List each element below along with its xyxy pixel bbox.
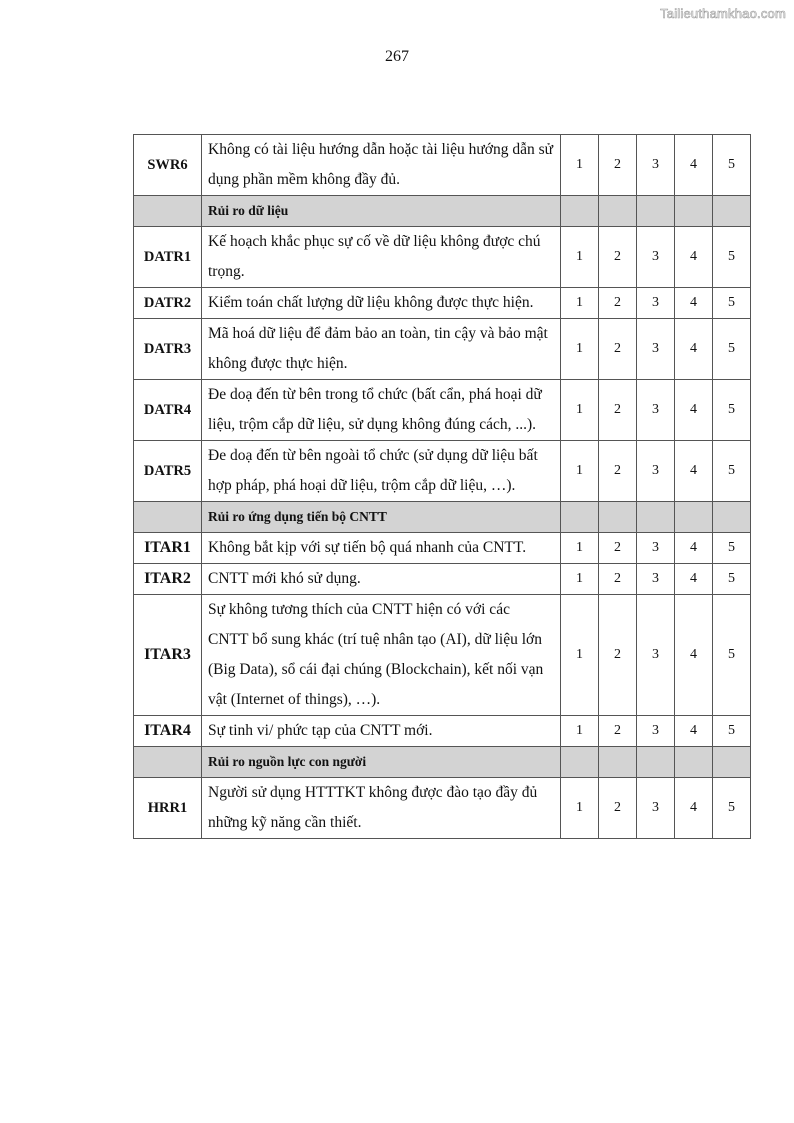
likert-score-4: 4 (675, 319, 713, 380)
table-row (134, 716, 751, 747)
likert-score-2: 2 (599, 716, 637, 747)
item-code: ITAR1 (134, 533, 202, 564)
group-title: Rủi ro dữ liệu (202, 196, 561, 227)
likert-score-4: 4 (675, 778, 713, 839)
group-score-cell (637, 502, 675, 533)
likert-score-1: 1 (561, 227, 599, 288)
likert-score-3: 3 (637, 564, 675, 595)
page-number: 267 (385, 48, 409, 65)
table-row (134, 533, 751, 564)
item-description: Không bắt kịp với sự tiến bộ quá nhanh của CNTT. (202, 533, 561, 564)
group-score-cell (599, 196, 637, 227)
likert-score-5: 5 (713, 778, 751, 839)
item-code: SWR6 (134, 135, 202, 196)
item-code: DATR5 (134, 441, 202, 502)
group-score-cell (637, 747, 675, 778)
likert-score-3: 3 (637, 135, 675, 196)
likert-score-2: 2 (599, 564, 637, 595)
item-description: Đe doạ đến từ bên trong tổ chức (bất cẩn, phá hoại dữ liệu, trộm cắp dữ liệu, sử dụng không đúng cách, ...). (202, 380, 561, 441)
group-score-cell (675, 747, 713, 778)
likert-score-5: 5 (713, 288, 751, 319)
likert-score-2: 2 (599, 135, 637, 196)
item-code: DATR3 (134, 319, 202, 380)
likert-score-1: 1 (561, 595, 599, 716)
likert-score-4: 4 (675, 441, 713, 502)
likert-score-1: 1 (561, 564, 599, 595)
table-row (134, 380, 751, 441)
likert-score-3: 3 (637, 380, 675, 441)
table-row (134, 288, 751, 319)
likert-score-2: 2 (599, 319, 637, 380)
item-description: Người sử dụng HTTTKT không được đào tạo đầy đủ những kỹ năng cần thiết. (202, 778, 561, 839)
group-score-cell (561, 502, 599, 533)
likert-score-2: 2 (599, 533, 637, 564)
group-code-cell (134, 747, 202, 778)
item-description: CNTT mới khó sử dụng. (202, 564, 561, 595)
likert-score-3: 3 (637, 595, 675, 716)
item-code: ITAR4 (134, 716, 202, 747)
likert-score-4: 4 (675, 716, 713, 747)
group-code-cell (134, 196, 202, 227)
group-title: Rủi ro ứng dụng tiến bộ CNTT (202, 502, 561, 533)
likert-score-5: 5 (713, 716, 751, 747)
likert-score-3: 3 (637, 778, 675, 839)
likert-score-3: 3 (637, 441, 675, 502)
group-score-cell (713, 502, 751, 533)
likert-score-4: 4 (675, 380, 713, 441)
item-description: Đe doạ đến từ bên ngoài tổ chức (sử dụng dữ liệu bất hợp pháp, phá hoại dữ liệu, trộm cắp dữ liệu, …). (202, 441, 561, 502)
item-code: HRR1 (134, 778, 202, 839)
likert-score-5: 5 (713, 533, 751, 564)
likert-score-1: 1 (561, 135, 599, 196)
likert-score-1: 1 (561, 441, 599, 502)
item-code: DATR2 (134, 288, 202, 319)
likert-score-3: 3 (637, 288, 675, 319)
likert-score-1: 1 (561, 716, 599, 747)
table-row (134, 135, 751, 196)
likert-score-1: 1 (561, 319, 599, 380)
group-title: Rủi ro nguồn lực con người (202, 747, 561, 778)
group-score-cell (675, 502, 713, 533)
likert-score-5: 5 (713, 595, 751, 716)
likert-score-4: 4 (675, 135, 713, 196)
group-score-cell (713, 196, 751, 227)
likert-score-1: 1 (561, 533, 599, 564)
item-description: Kế hoạch khắc phục sự cố về dữ liệu không được chú trọng. (202, 227, 561, 288)
likert-score-4: 4 (675, 564, 713, 595)
likert-score-4: 4 (675, 595, 713, 716)
table-row (134, 778, 751, 839)
group-score-cell (675, 196, 713, 227)
survey-table-body (134, 135, 751, 839)
survey-table (133, 134, 751, 839)
group-header-row (134, 502, 751, 533)
item-code: DATR1 (134, 227, 202, 288)
item-description: Không có tài liệu hướng dẫn hoặc tài liệu hướng dẫn sử dụng phần mềm không đầy đủ. (202, 135, 561, 196)
likert-score-1: 1 (561, 380, 599, 441)
group-header-row (134, 747, 751, 778)
likert-score-5: 5 (713, 319, 751, 380)
group-score-cell (599, 502, 637, 533)
group-score-cell (561, 747, 599, 778)
item-code: ITAR3 (134, 595, 202, 716)
likert-score-3: 3 (637, 716, 675, 747)
likert-score-3: 3 (637, 227, 675, 288)
item-description: Sự không tương thích của CNTT hiện có với các CNTT bổ sung khác (trí tuệ nhân tạo (AI), dữ liệu lớn (Big Data), sổ cái đại chúng (Blockchain), kết nối vạn vật (Internet of things), …). (202, 595, 561, 716)
likert-score-2: 2 (599, 595, 637, 716)
likert-score-4: 4 (675, 288, 713, 319)
likert-score-5: 5 (713, 227, 751, 288)
group-code-cell (134, 502, 202, 533)
likert-score-2: 2 (599, 380, 637, 441)
likert-score-5: 5 (713, 135, 751, 196)
likert-score-1: 1 (561, 288, 599, 319)
likert-score-2: 2 (599, 288, 637, 319)
item-code: DATR4 (134, 380, 202, 441)
likert-score-5: 5 (713, 441, 751, 502)
table-row (134, 227, 751, 288)
item-code: ITAR2 (134, 564, 202, 595)
table-row (134, 319, 751, 380)
item-description: Kiểm toán chất lượng dữ liệu không được thực hiện. (202, 288, 561, 319)
likert-score-5: 5 (713, 380, 751, 441)
likert-score-2: 2 (599, 441, 637, 502)
group-score-cell (637, 196, 675, 227)
group-score-cell (713, 747, 751, 778)
likert-score-1: 1 (561, 778, 599, 839)
table-row (134, 595, 751, 716)
likert-score-4: 4 (675, 533, 713, 564)
likert-score-2: 2 (599, 227, 637, 288)
group-header-row (134, 196, 751, 227)
item-description: Sự tinh vi/ phức tạp của CNTT mới. (202, 716, 561, 747)
table-row (134, 441, 751, 502)
likert-score-3: 3 (637, 319, 675, 380)
likert-score-4: 4 (675, 227, 713, 288)
likert-score-2: 2 (599, 778, 637, 839)
group-score-cell (561, 196, 599, 227)
likert-score-5: 5 (713, 564, 751, 595)
likert-score-3: 3 (637, 533, 675, 564)
group-score-cell (599, 747, 637, 778)
watermark: Tailieuthamkhao.com (660, 6, 786, 21)
item-description: Mã hoá dữ liệu để đảm bảo an toàn, tin cậy và bảo mật không được thực hiện. (202, 319, 561, 380)
table-row (134, 564, 751, 595)
